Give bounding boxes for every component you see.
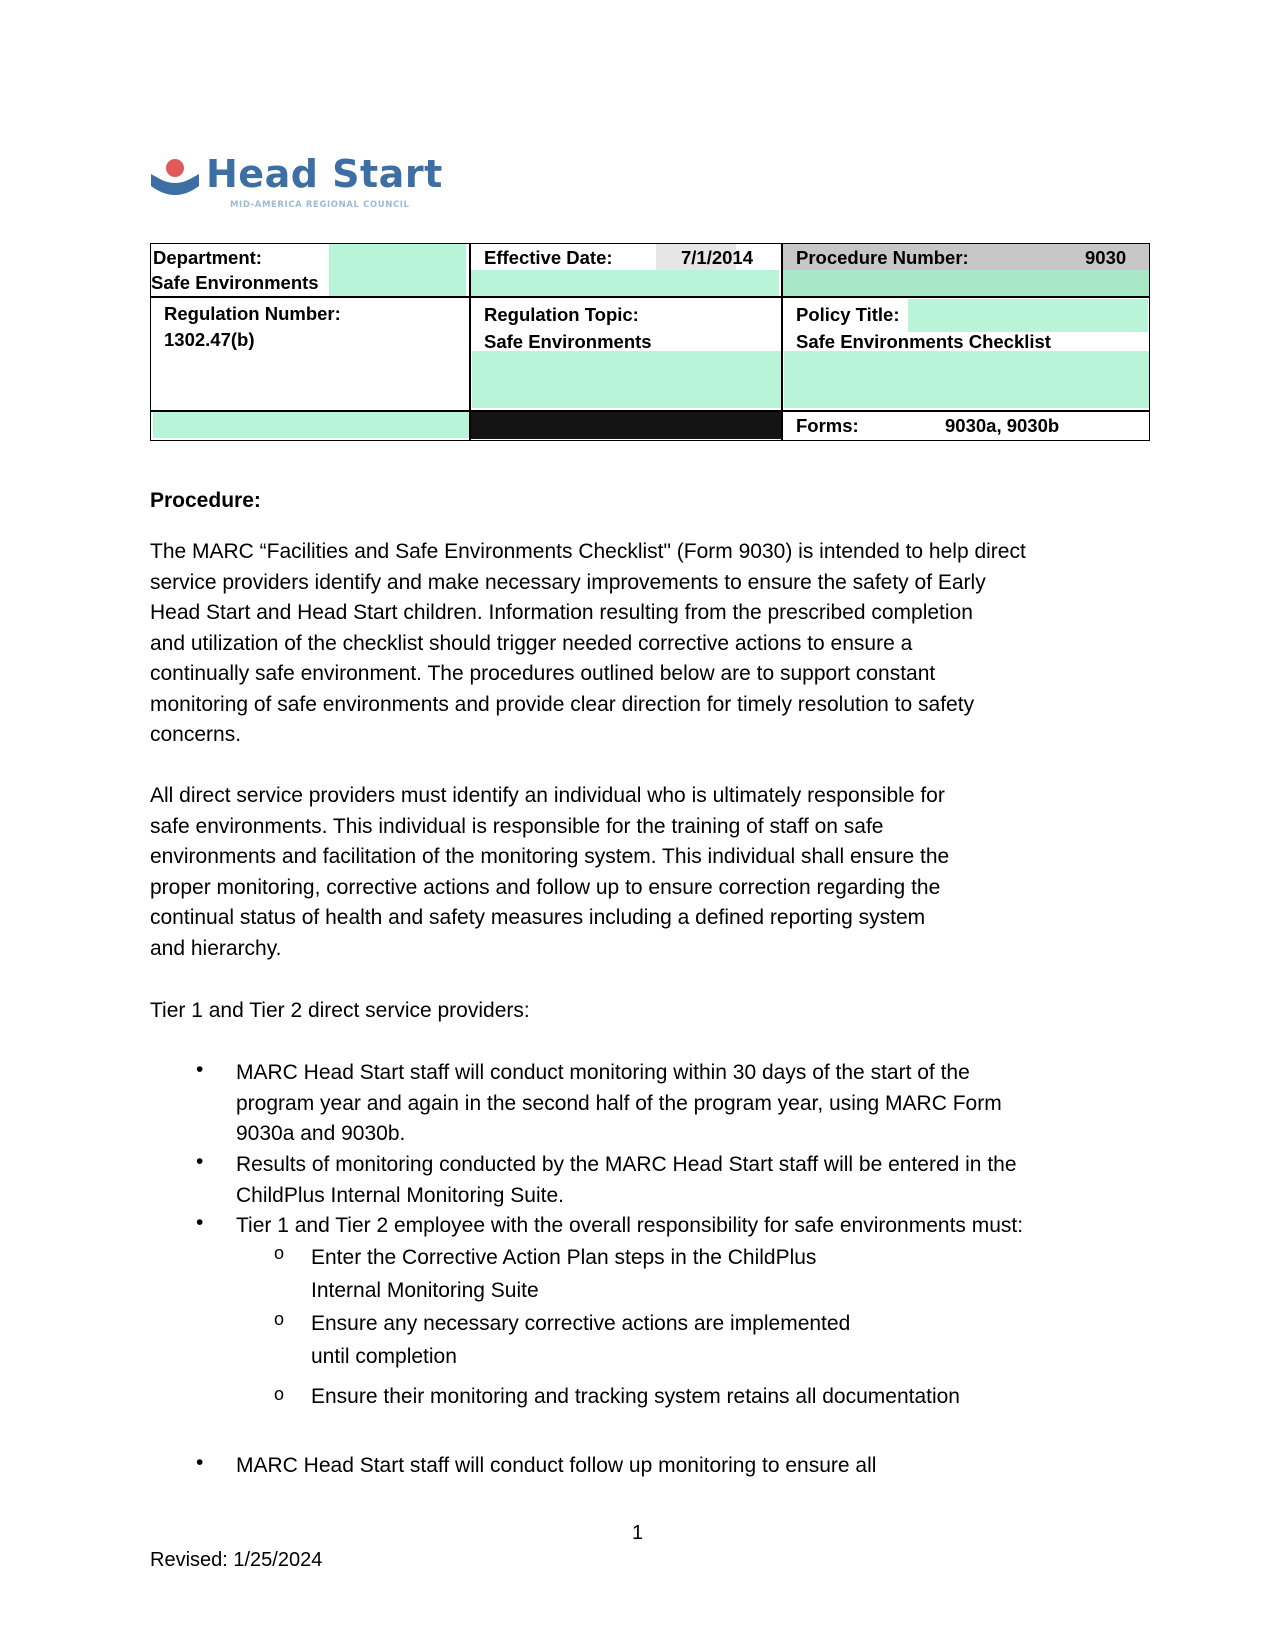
revised-date: Revised: 1/25/2024 — [150, 1549, 323, 1571]
policy-title-highlight-top — [908, 299, 1148, 332]
policy-header-table — [150, 243, 1150, 441]
bullet-line: 9030a and 9030b. — [236, 1122, 406, 1145]
effective-date-highlight — [471, 270, 779, 296]
sub-bullet-line: until completion — [311, 1345, 457, 1368]
paragraph-line: environments and facilitation of the monitoring system. This individual shall ensure the — [150, 845, 950, 868]
paragraph-intro — [150, 537, 1026, 751]
sub-bullet-item — [311, 1382, 960, 1413]
sub-bullet-symbol: o — [274, 1309, 285, 1329]
bullet-symbol: • — [196, 1150, 204, 1173]
regulation-topic-value: Safe Environments — [484, 331, 652, 352]
policy-title-label: Policy Title: — [796, 304, 900, 325]
forms-value: 9030a, 9030b — [945, 415, 1060, 436]
head-start-logo-icon — [150, 158, 200, 204]
tier-intro: Tier 1 and Tier 2 direct service providers: — [150, 999, 530, 1022]
sub-bullet-line: Ensure their monitoring and tracking system retains all documentation — [311, 1385, 960, 1408]
sub-bullet-item — [311, 1307, 850, 1373]
bullet-line: MARC Head Start staff will conduct follow up monitoring to ensure all — [236, 1454, 877, 1477]
regulation-topic-label: Regulation Topic: — [484, 304, 639, 325]
sub-bullet-symbol: o — [274, 1243, 285, 1263]
paragraph-line: concerns. — [150, 723, 242, 746]
page-number: 1 — [632, 1522, 644, 1544]
department-value: Safe Environments — [151, 272, 319, 293]
procedure-heading: Procedure: — [150, 489, 261, 512]
effective-date-value: 7/1/2014 — [681, 247, 754, 268]
regulation-number-label: Regulation Number: — [164, 303, 341, 324]
bullet-symbol: • — [196, 1211, 204, 1234]
bullet-line: MARC Head Start staff will conduct monitoring within 30 days of the start of the — [236, 1061, 970, 1084]
paragraph-line: Head Start and Head Start children. Information resulting from the prescribed completion — [150, 601, 973, 624]
bullet-symbol: • — [196, 1451, 204, 1474]
logo-subtitle: MID-AMERICA REGIONAL COUNCIL — [230, 200, 410, 210]
procedure-number-label: Procedure Number: — [796, 247, 969, 268]
forms-label: Forms: — [796, 415, 859, 436]
logo-title: Head Start — [206, 152, 443, 196]
bullet-item — [236, 1150, 1017, 1211]
bullet-line: ChildPlus Internal Monitoring Suite. — [236, 1183, 565, 1207]
policy-title-highlight-bottom — [784, 351, 1149, 408]
effective-date-label: Effective Date: — [484, 247, 613, 268]
bullet-line: Tier 1 and Tier 2 employee with the overall responsibility for safe environments must: — [236, 1214, 1024, 1237]
sub-bullet-symbol: o — [274, 1384, 285, 1404]
sub-bullet-line: Ensure any necessary corrective actions are implemented — [311, 1312, 851, 1335]
regulation-number-value: 1302.47(b) — [164, 329, 255, 350]
procedure-number-highlight — [783, 270, 1149, 296]
bullet-item — [236, 1058, 1002, 1150]
bullet-symbol: • — [196, 1058, 204, 1081]
sub-bullet-line: Internal Monitoring Suite — [311, 1279, 539, 1302]
paragraph-line: proper monitoring, corrective actions and follow up to ensure correction regarding the — [150, 875, 941, 899]
paragraph-line: continually safe environment. The procedures outlined below are to support constant — [150, 662, 936, 685]
bullet-item — [236, 1451, 876, 1482]
department-label: Department: — [153, 247, 262, 268]
paragraph-line: service providers identify and make necessary improvements to ensure the safety of Early — [150, 570, 986, 594]
paragraph-line: All direct service providers must identify an individual who is ultimately responsible for — [150, 784, 945, 807]
paragraph-line: and utilization of the checklist should trigger needed corrective actions to ensure a — [150, 631, 913, 655]
policy-title-value: Safe Environments Checklist — [796, 331, 1051, 352]
row3-middle-redaction — [471, 412, 782, 439]
sub-bullet-line: Enter the Corrective Action Plan steps in the ChildPlus — [311, 1246, 817, 1269]
bullet-line: Results of monitoring conducted by the MARC Head Start staff will be entered in the — [236, 1153, 1017, 1176]
paragraph-line: safe environments. This individual is responsible for the training of staff on safe — [150, 814, 884, 838]
sub-bullet-item — [311, 1241, 816, 1307]
paragraph-line: monitoring of safe environments and provide clear direction for timely resolution to safety — [150, 692, 975, 716]
procedure-number-value: 9030 — [1085, 247, 1127, 268]
regulation-topic-highlight — [472, 351, 782, 408]
bullet-item — [236, 1211, 1023, 1242]
paragraph-line: The MARC “Facilities and Safe Environments Checklist" (Form 9030) is intended to help direct — [150, 540, 1026, 563]
department-highlight — [329, 244, 466, 296]
paragraph-responsibility — [150, 781, 949, 964]
paragraph-line: continual status of health and safety measures including a defined reporting system — [150, 906, 926, 929]
head-start-logo — [150, 152, 450, 218]
paragraph-line: and hierarchy. — [150, 936, 282, 960]
row3-left-highlight — [153, 412, 469, 438]
bullet-line: program year and again in the second half of the program year, using MARC Form — [236, 1091, 1002, 1115]
